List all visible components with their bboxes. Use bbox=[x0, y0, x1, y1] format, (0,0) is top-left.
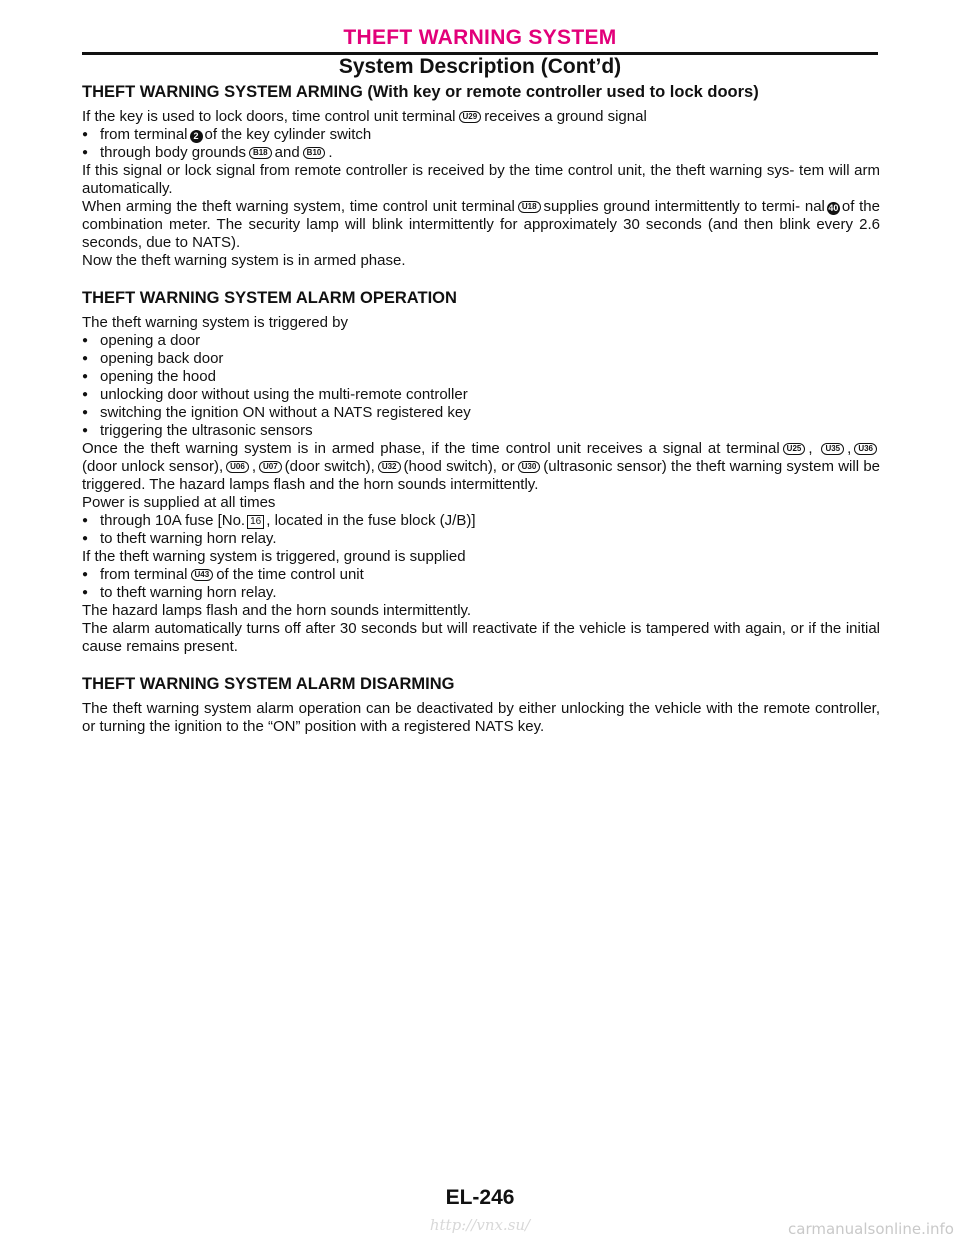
terminal-u18-tag: U18 bbox=[518, 201, 541, 213]
arming-p3-text-b: supplies ground intermittently to termi- nal bbox=[543, 198, 825, 215]
terminal-40-tag: 40 bbox=[828, 203, 839, 213]
list-item bbox=[82, 512, 880, 530]
disarm-heading: THEFT WARNING SYSTEM ALARM DISARMING bbox=[82, 675, 455, 693]
arming-p4: Now the theft warning system is in armed phase. bbox=[82, 252, 406, 269]
auto-off-paragraph: The alarm automatically turns off after 30 seconds but will reactivate if the vehicle is tampered with again, or if the initial cause remains present. bbox=[82, 620, 880, 655]
list-item-text: and bbox=[274, 144, 300, 161]
list-item bbox=[82, 144, 880, 162]
alarm-once-paragraph bbox=[82, 440, 880, 494]
alarm-once-sep: , bbox=[847, 440, 852, 457]
page-content bbox=[82, 82, 880, 736]
arming-p1-text-b: receives a ground signal bbox=[484, 108, 647, 125]
arming-p2: If this signal or lock signal from remote controller is received by the time control unit, the theft warning sys- tem will arm automatically. bbox=[82, 162, 880, 197]
ground-paragraph: If the theft warning system is triggered, ground is supplied bbox=[82, 548, 466, 565]
alarm-once-text-a: Once the theft warning system is in armed phase, if the time control unit receives a signal at terminal bbox=[82, 440, 780, 457]
list-item bbox=[82, 566, 880, 584]
page-number: EL-246 bbox=[445, 1186, 515, 1209]
alarm-once-text-b: (door unlock sensor), bbox=[82, 458, 224, 475]
list-item: ● to theft warning horn relay. bbox=[82, 584, 880, 602]
list-item-text: through body grounds bbox=[100, 144, 246, 161]
terminal-2-tag: 2 bbox=[190, 130, 203, 143]
terminal-u29-tag: U29 bbox=[459, 111, 482, 123]
alarm-once-sep: , bbox=[251, 458, 256, 475]
alarm-once-text-c: (door switch), bbox=[284, 458, 375, 475]
header-title: THEFT WARNING SYSTEM bbox=[343, 26, 617, 49]
list-item: ● to theft warning horn relay. bbox=[82, 530, 880, 548]
disarm-paragraph: The theft warning system alarm operation can be deactivated by either unlocking the vehicle with the remote controller, or turning the ignition to the “ON” position with a registered NATS key. bbox=[82, 700, 880, 735]
list-item-text: through 10A fuse [No. bbox=[100, 512, 246, 529]
hazard-paragraph: The hazard lamps flash and the horn sounds intermittently. bbox=[82, 602, 472, 619]
list-item: ● opening back door bbox=[82, 350, 880, 368]
terminal-u30-tag: U30 bbox=[518, 461, 541, 473]
arming-p3-text-c: of the combination meter. The security lamp will blink intermittently for approximately 30 seconds (and then blink every 2.6 seconds, due to NATS). bbox=[82, 198, 880, 251]
list-item: ● opening a door bbox=[82, 332, 880, 350]
arming-p1 bbox=[82, 108, 880, 126]
fuse-16-tag: 16 bbox=[247, 515, 264, 529]
list-item: ● triggering the ultrasonic sensors bbox=[82, 422, 880, 440]
watermark: carmanualsonline.info bbox=[788, 1220, 954, 1238]
list-item: ● switching the ignition ON without a NATS registered key bbox=[82, 404, 880, 422]
list-item: ● opening the hood bbox=[82, 368, 880, 386]
list-item-text: from terminal bbox=[100, 566, 188, 583]
terminal-u36-tag: U36 bbox=[854, 443, 877, 455]
list-item-text: of the key cylinder switch bbox=[204, 126, 372, 143]
list-item-text: , located in the fuse block (J/B)] bbox=[266, 512, 476, 529]
terminal-u43-tag: U43 bbox=[191, 569, 214, 581]
list-item-text: . bbox=[328, 144, 333, 161]
alarm-once-text-d: (hood switch), or bbox=[403, 458, 515, 475]
arming-heading: THEFT WARNING SYSTEM ARMING (With key or remote controller used to lock doors) bbox=[82, 83, 759, 101]
terminal-u07-tag: U07 bbox=[259, 461, 282, 473]
list-item-text: from terminal bbox=[100, 126, 188, 143]
arming-p3 bbox=[82, 198, 880, 252]
terminal-u35-tag: U35 bbox=[821, 443, 844, 455]
footer-url[interactable]: http://vnx.su/ bbox=[429, 1216, 531, 1234]
terminal-u25-tag: U25 bbox=[783, 443, 806, 455]
header-subtitle: System Description (Cont’d) bbox=[338, 55, 622, 78]
list-item bbox=[82, 126, 880, 144]
list-item: ● unlocking door without using the multi-remote controller bbox=[82, 386, 880, 404]
alarm-heading: THEFT WARNING SYSTEM ALARM OPERATION bbox=[82, 289, 457, 307]
alarm-intro: The theft warning system is triggered by bbox=[82, 314, 348, 331]
ground-b10-tag: B10 bbox=[303, 147, 326, 159]
arming-p1-text-a: If the key is used to lock doors, time control unit terminal bbox=[82, 108, 456, 125]
alarm-once-sep: , bbox=[808, 440, 813, 457]
terminal-u06-tag: U06 bbox=[226, 461, 249, 473]
terminal-u32-tag: U32 bbox=[378, 461, 401, 473]
list-item-text: of the time control unit bbox=[216, 566, 364, 583]
arming-p3-text-a: When arming the theft warning system, time control unit terminal bbox=[82, 198, 515, 215]
power-paragraph: Power is supplied at all times bbox=[82, 494, 276, 511]
ground-b18-tag: B18 bbox=[249, 147, 272, 159]
alarm-once-text-e: (ultrasonic sensor) the theft warning system will be triggered. The hazard lamps flash and the horn sounds intermittently. bbox=[82, 458, 880, 493]
